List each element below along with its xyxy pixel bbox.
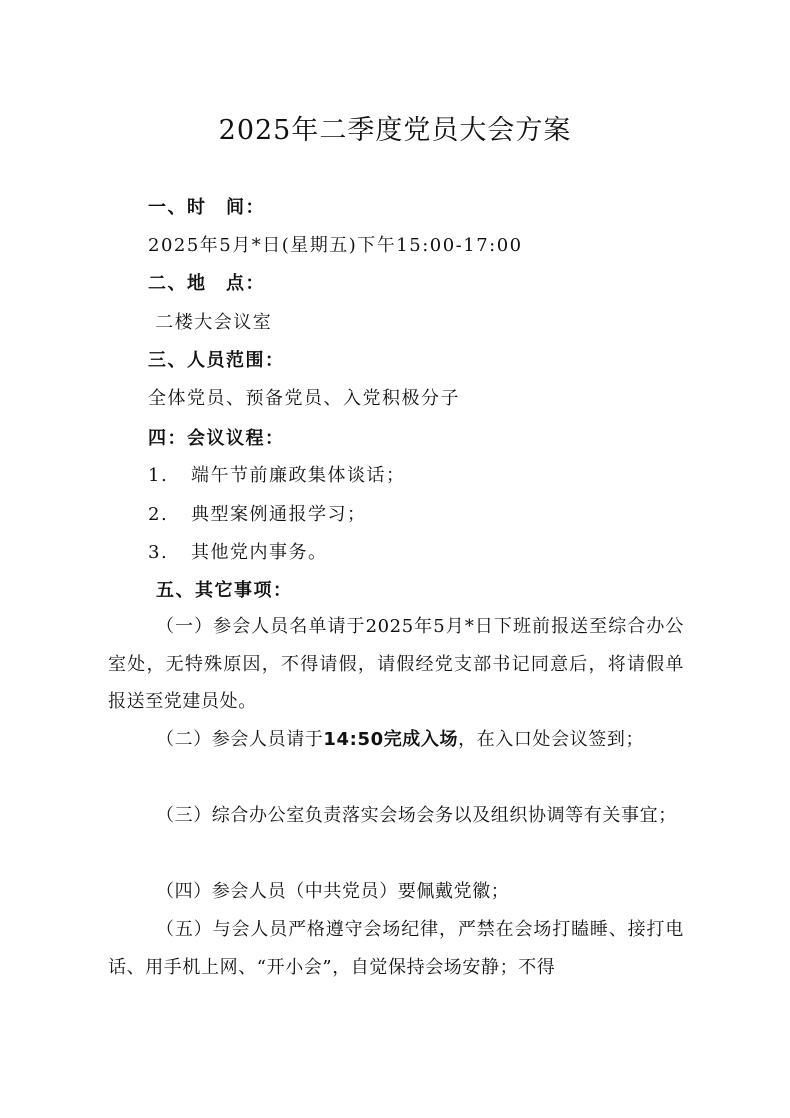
arrival-time-emphasis: 14:50完成入场: [323, 729, 459, 750]
agenda-item: [148, 500, 367, 526]
section-heading-time: 一、时 间：: [148, 197, 265, 218]
other-item-1: （一）参会人员名单请于2025年5月*日下班前报送至综合办公室处，无特殊原因，不得请假，请假经党支部书记同意后，将请假单报送至党建员处。: [108, 616, 684, 712]
document-title: 2025年二季度党员大会方案: [218, 115, 572, 146]
other-item-2-prefix: （二）参会人员请于: [156, 729, 324, 750]
agenda-item-number: 1.: [148, 465, 169, 486]
section-heading-agenda: 四：会议议程：: [148, 428, 285, 449]
agenda-item: [148, 538, 328, 564]
other-item-2-suffix: ，在入口处会议签到；: [458, 729, 645, 750]
participants-content: 全体党员、预备党员、入党积极分子: [148, 388, 460, 409]
section-heading-participants: 三、人员范围：: [148, 350, 285, 371]
location-content: 二楼大会议室: [148, 312, 273, 333]
other-item-4: （四）参会人员（中共党员）要佩戴党徽；: [156, 881, 510, 902]
agenda-item-number: 3.: [148, 542, 169, 563]
agenda-item-text: 端午节前廉政集体谈话；: [191, 465, 406, 486]
agenda-item-text: 典型案例通报学习；: [191, 504, 367, 525]
other-item-5: （五）与会人员严格遵守会场纪律，严禁在会场打瞌睡、接打电话、用手机上网、“开小会”，自觉保持会场安静；不得: [108, 919, 684, 978]
other-item-3: （三）综合办公室负责落实会场会务以及组织协调等有关事宜；: [156, 805, 677, 826]
agenda-item: [148, 461, 406, 487]
agenda-item-text: 其他党内事务。: [191, 542, 328, 563]
other-item-2: [108, 721, 684, 759]
section-heading-location: 二、地 点：: [148, 273, 265, 294]
time-content: 2025年5月*日(星期五)下午15:00-17:00: [148, 235, 523, 256]
agenda-item-number: 2.: [148, 504, 169, 525]
section-heading-other: 五、其它事项：: [156, 580, 293, 601]
